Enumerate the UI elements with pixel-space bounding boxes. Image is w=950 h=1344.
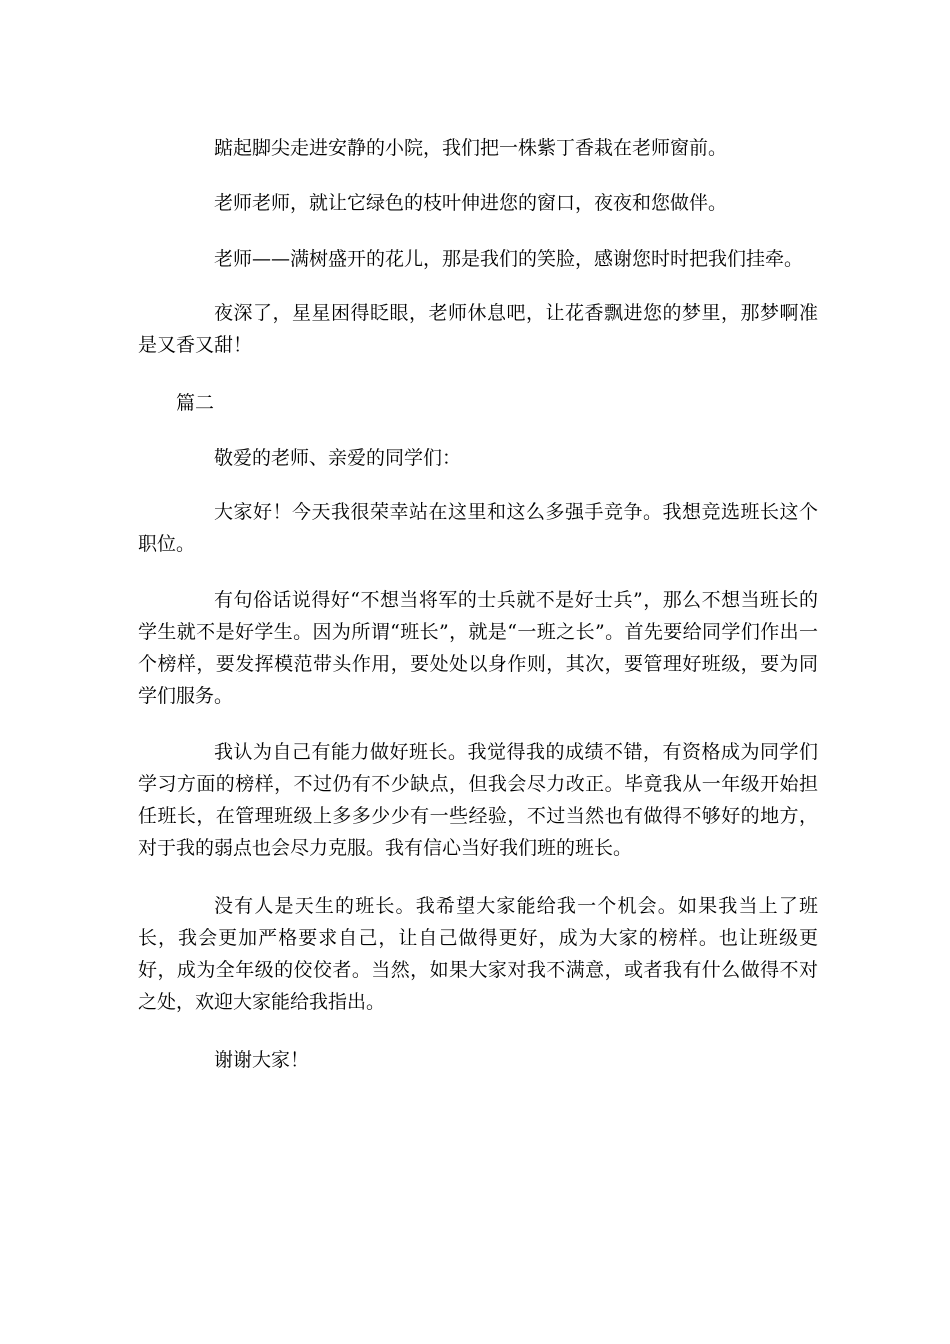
poem-line-1: 踮起脚尖走进安静的小院，我们把一株紫丁香栽在老师窗前。: [214, 137, 728, 159]
speech-paragraph-4: 没有人是天生的班长。我希望大家能给我一个机会。如果我当上了班长，我会更加严格要求自己，让自己做得更好，成为大家的榜样。也让班级更好，成为全年级的佼佼者。当然，如果大家对我不满意，或者我有什么做得不对之处，欢迎大家能给我指出。: [138, 895, 818, 1013]
speech-paragraph-3: 我认为自己有能力做好班长。我觉得我的成绩不错，有资格成为同学们学习方面的榜样，不过仍有不少缺点，但我会尽力改正。毕竟我从一年级开始担任班长，在管理班级上多多少少有一些经验，不过当然也有做得不够好的地方，对于我的弱点也会尽力克服。我有信心当好我们班的班长。: [138, 741, 818, 859]
poem-line-4: 夜深了，星星困得眨眼，老师休息吧，让花香飘进您的梦里，那梦啊准是又香又甜！: [138, 302, 818, 356]
poem-line-2: 老师老师，就让它绿色的枝叶伸进您的窗口，夜夜和您做伴。: [214, 192, 728, 214]
section-title: 篇二: [176, 392, 215, 414]
speech-closing: 谢谢大家！: [214, 1049, 310, 1071]
speech-paragraph-2: 有句俗话说得好“不想当将军的士兵就不是好士兵”，那么不想当班长的学生就不是好学生。因为所谓“班长”，就是“一班之长”。首先要给同学们作出一个榜样，要发挥模范带头作用，要处处以身作则，其次，要管理好班级，要为同学们服务。: [138, 589, 818, 707]
speech-greeting: 敬爱的老师、亲爱的同学们：: [214, 447, 462, 469]
speech-paragraph-1: 大家好！今天我很荣幸站在这里和这么多强手竞争。我想竞选班长这个职位。: [138, 501, 818, 555]
poem-line-3: 老师——满树盛开的花儿，那是我们的笑脸，感谢您时时把我们挂牵。: [214, 248, 804, 270]
